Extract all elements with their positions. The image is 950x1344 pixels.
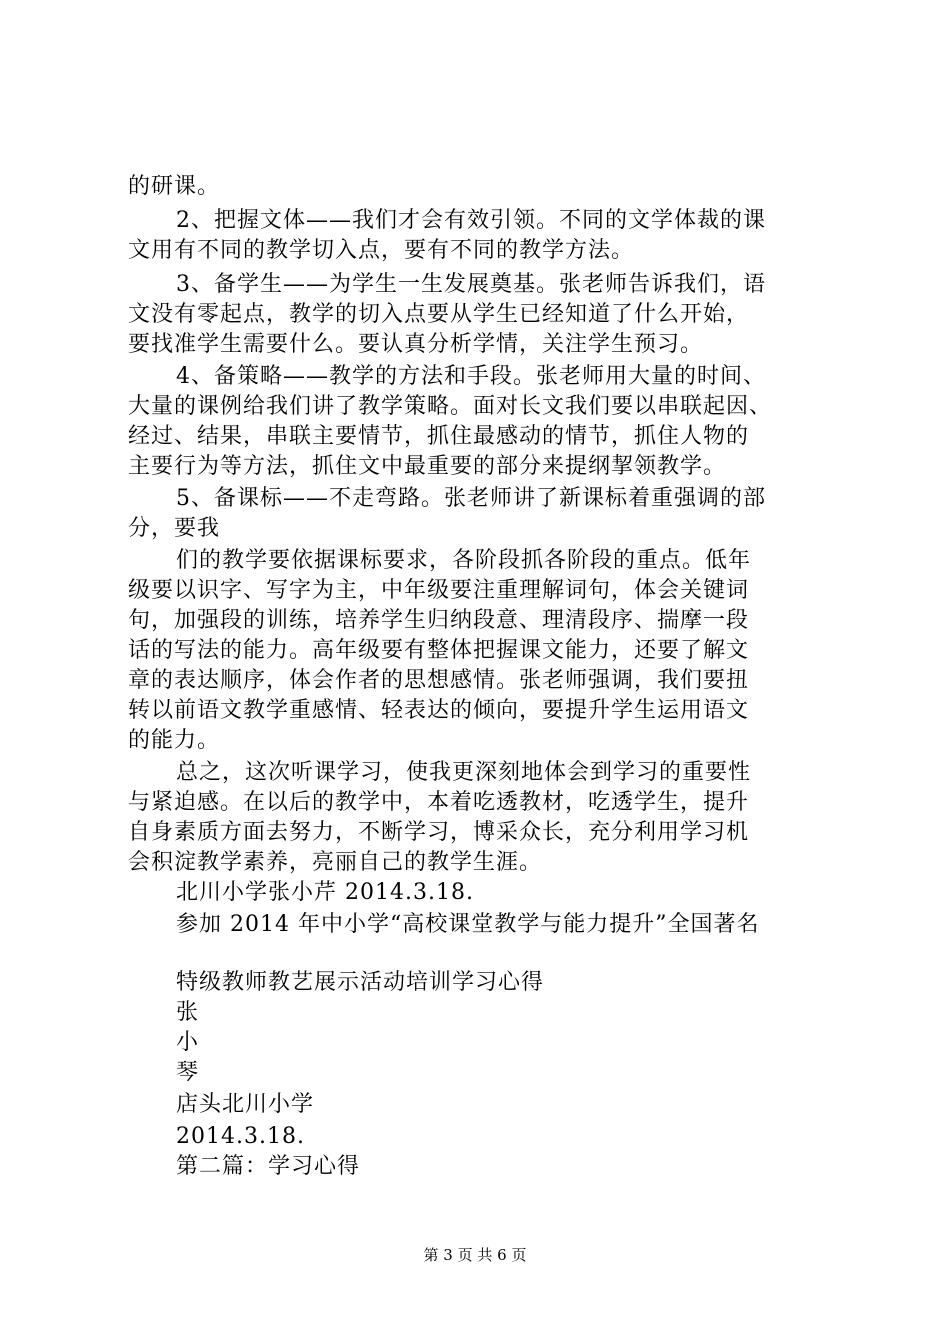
text-line-24: 北川小学张小芹 2014.3.18. bbox=[176, 880, 474, 905]
text-line-5: 文没有零起点，教学的切入点要从学生已经知道了什么开始， bbox=[128, 302, 750, 327]
text-line-15: 句，加强段的训练，培养学生归纳段意、理清段序、揣摩一段 bbox=[128, 608, 750, 633]
text-line-14: 级要以识字、写字为主，中年级要注重理解词句，体会关键词 bbox=[128, 578, 750, 603]
text-line-20: 总之，这次听课学习，使我更深刻地体会到学习的重要性 bbox=[176, 760, 752, 785]
text-line-27: 张 bbox=[176, 1000, 200, 1025]
text-line-10: 主要行为等方法，抓住文中最重要的部分来提纲挈领教学。 bbox=[128, 454, 727, 479]
text-line-4: 3、备学生——为学生一生发展奠基。张老师告诉我们，语 bbox=[176, 272, 766, 297]
text-line-16: 话的写法的能力。高年级要有整体把握课文能力，还要了解文 bbox=[128, 638, 750, 663]
text-line-13: 们的教学要依据课标要求，各阶段抓各阶段的重点。低年 bbox=[176, 548, 752, 573]
text-line-2: 2、把握文体——我们才会有效引领。不同的文学体裁的课 bbox=[176, 208, 766, 233]
text-line-26: 特级教师教艺展示活动培训学习心得 bbox=[176, 970, 545, 995]
text-line-3: 文用有不同的教学切入点，要有不同的教学方法。 bbox=[128, 238, 635, 263]
text-line-21: 与紧迫感。在以后的教学中，本着吃透教材，吃透学生，提升 bbox=[128, 790, 750, 815]
text-line-28: 小 bbox=[176, 1030, 200, 1055]
text-line-7: 4、备策略——教学的方法和手段。张老师用大量的时间、 bbox=[176, 364, 766, 389]
text-line-8: 大量的课例给我们讲了教学策略。面对长文我们要以串联起因、 bbox=[128, 394, 773, 419]
text-line-32: 第二篇：学习心得 bbox=[176, 1154, 361, 1179]
text-line-22: 自身素质方面去努力，不断学习，博采众长，充分利用学习机 bbox=[128, 820, 750, 845]
text-line-17: 章的表达顺序，体会作者的思想感情。张老师强调，我们要扭 bbox=[128, 668, 750, 693]
text-line-30: 店头北川小学 bbox=[176, 1092, 315, 1117]
text-line-12: 分，要我 bbox=[128, 516, 221, 541]
text-line-29: 琴 bbox=[176, 1060, 200, 1085]
text-line-19: 的能力。 bbox=[128, 728, 221, 753]
text-line-11: 5、备课标——不走弯路。张老师讲了新课标着重强调的部 bbox=[176, 486, 766, 511]
text-line-18: 转以前语文教学重感情、轻表达的倾向，要提升学生运用语文 bbox=[128, 698, 750, 723]
text-line-9: 经过、结果，串联主要情节，抓住最感动的情节，抓住人物的 bbox=[128, 424, 750, 449]
text-line-25: 参加 2014 年中小学“高校课堂教学与能力提升”全国著名 bbox=[176, 912, 760, 937]
text-line-6: 要找准学生需要什么。要认真分析学情，关注学生预习。 bbox=[128, 332, 704, 357]
text-line-31: 2014.3.18. bbox=[176, 1124, 305, 1149]
text-line-1: 的研课。 bbox=[128, 174, 221, 199]
page-footer: 第 3 页 共 6 页 bbox=[423, 1246, 527, 1264]
text-line-23: 会积淀教学素养，亮丽自己的教学生涯。 bbox=[128, 850, 543, 875]
